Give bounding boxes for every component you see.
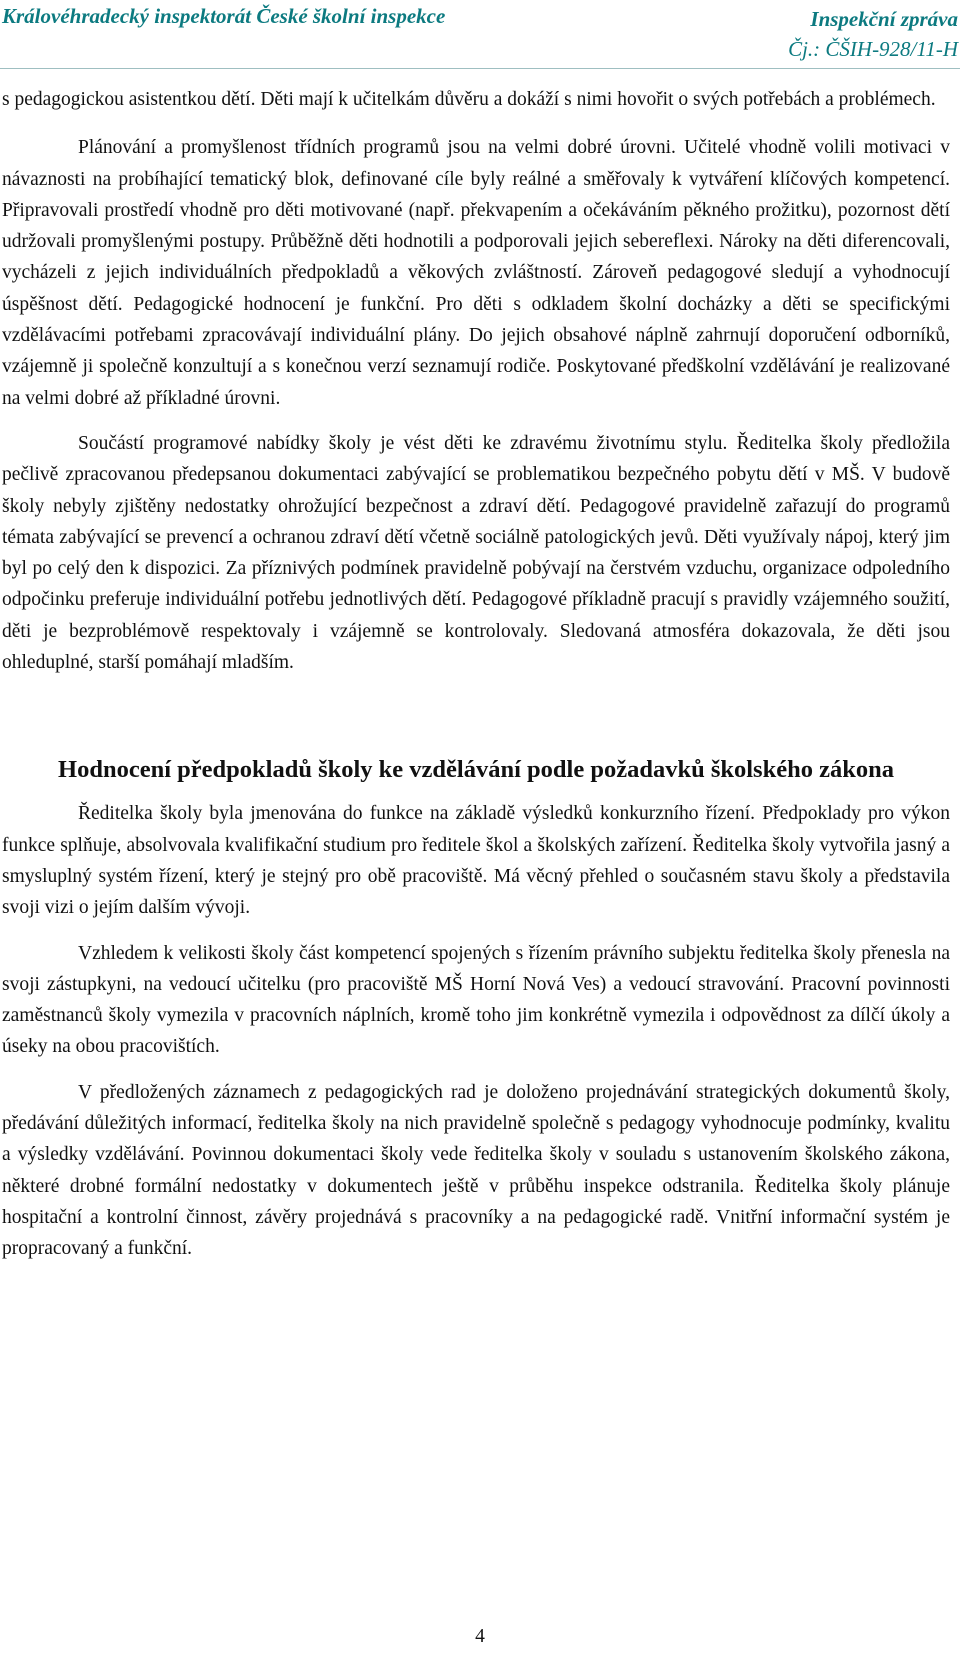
page-header bbox=[0, 0, 960, 64]
header-divider bbox=[0, 68, 960, 69]
document-body bbox=[2, 84, 950, 1282]
header-reference-number: Čj.: ČŠIH-928/11-H bbox=[788, 37, 958, 61]
paragraph-health: Součástí programové nabídky školy je vést děti ke zdravému životnímu stylu. Ředitelka školy předložila pečlivě zpracovanou předepsanou dokumentaci zabývající se problematikou bezpečného pobytu dětí v MŠ. V budově školy nebyly zjištěny nedostatky ohrožující bezpečnost a zdraví dětí. Pedagogové pravidelně zařazují do programů témata zabývající se prevencí a ochranou zdraví dětí včetně sociálně patologických jevů. Děti využívaly nápoj, který jim byl po celý den k dispozici. Za příznivých podmínek pravidelně pobývají na čerstvém vzduchu, organizace odpoledního odpočinku preferuje individuální potřebu jednotlivých dětí. Pedagogové příkladně pracují s pravidly vzájemného soužití, děti je bezproblémově respektovaly i vzájemně se kontrolovaly. Sledovaná atmosféra dokazovala, že děti jsou ohleduplné, starší pomáhají mladším. bbox=[2, 432, 950, 674]
paragraph-group bbox=[2, 938, 950, 1063]
paragraph-group bbox=[2, 132, 950, 414]
paragraph-group bbox=[2, 428, 950, 678]
header-report-info bbox=[788, 4, 958, 64]
paragraph-group bbox=[2, 84, 950, 115]
header-inspectorate: Královéhradecký inspektorát České školní inspekce bbox=[2, 4, 446, 28]
paragraph-continuation: s pedagogickou asistentkou dětí. Děti mají k učitelkám důvěru a dokáží s nimi hovořit o svých potřebách a problémech. bbox=[2, 89, 936, 110]
header-report-title: Inspekční zpráva bbox=[810, 7, 958, 31]
page-number: 4 bbox=[475, 1626, 485, 1647]
section-heading: Hodnocení předpokladů školy ke vzdělávání podle požadavků školského zákona bbox=[58, 756, 894, 784]
paragraph-planning: Plánování a promyšlenost třídních programů jsou na velmi dobré úrovni. Učitelé vhodně volili motivaci v návaznosti na probíhající tematický blok, definované cíle byly reálné a směřovaly k vytváření klíčových kompetencí. Připravovali prostředí vhodně pro děti motivované (např. překvapením a očekáváním pěkného prožitku), pozornost dětí udržovali promyšlenými postupy. Průběžně děti hodnotili a podporovali jejich sebereflexi. Nároky na děti diferencovali, vycházeli z jejich individuálních předpokladů a věkových zvláštností. Zároveň pedagogové sledují a vyhodnocují úspěšnost dětí. Pedagogické hodnocení je funkční. Pro děti s odkladem školní docházky a děti se specifickými vzdělávacími potřebami zpracovávají individuální plány. Do jejich obsahové náplně zahrnují doporučení odborníků, vzájemně ji společně konzultují a s konečnou verzí seznamují rodiče. Poskytované předškolní vzdělávání je realizované na velmi dobré až příkladné úrovni. bbox=[2, 137, 950, 409]
paragraph-group bbox=[2, 798, 950, 923]
paragraph-director: Ředitelka školy byla jmenována do funkce na základě výsledků konkurzního řízení. Předpoklady pro výkon funkce splňuje, absolvovala kvalifikační studium pro ředitele škol a školských zařízení. Ředitelka školy vytvořila jasný a smysluplný systém řízení, který je stejný pro obě pracoviště. Má věcný přehled o současném stavu školy a představila svoji vizi o jejím dalším vývoji. bbox=[2, 803, 950, 919]
paragraph-competences: Vzhledem k velikosti školy část kompetencí spojených s řízením právního subjektu ředitelka školy přenesla na svoji zástupkyni, na vedoucí učitelku (pro pracoviště MŠ Horní Nová Ves) a vedoucí stravování. Pracovní povinnosti zaměstnanců školy vymezila v pracovních náplních, kromě toho jim konkrétně vymezila i odpovědnost za dílčí úkoly a úseky na obou pracovištích. bbox=[2, 942, 950, 1058]
paragraph-group bbox=[2, 1077, 950, 1265]
paragraph-records: V předložených záznamech z pedagogických rad je doloženo projednávání strategických dokumentů školy, předávání důležitých informací, ředitelka školy na nich pravidelně společně s pedagogy vyhodnocuje podmínky, kvalitu a výsledky vzdělávání. Povinnou dokumentaci školy vede ředitelka školy v souladu s ustanovením školského zákona, některé drobné formální nedostatky v dokumentech ještě v průběhu inspekce odstranila. Ředitelka školy plánuje hospitační a kontrolní činnost, závěry projednává s pracovníky a na pedagogické radě. Vnitřní informační systém je propracovaný a funkční. bbox=[2, 1081, 950, 1260]
